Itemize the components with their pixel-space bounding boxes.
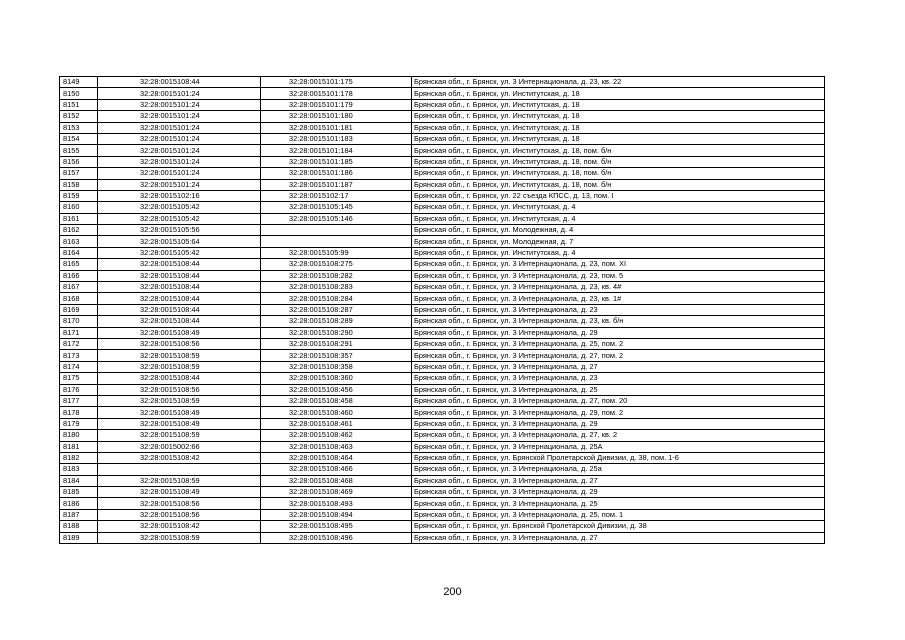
- table-row: [60, 190, 825, 201]
- address-cell: Брянская обл., г. Брянск, ул. Институтская, д. 18: [412, 133, 825, 144]
- object-number-cell: 32:28:0015101:184: [261, 145, 412, 156]
- table-row: [60, 145, 825, 156]
- address-cell: Брянская обл., г. Брянск, ул. Институтская, д. 18: [412, 111, 825, 122]
- row-number-cell: 8158: [60, 179, 98, 190]
- object-number-cell: 32:28:0015108:462: [261, 430, 412, 441]
- table-row: [60, 133, 825, 144]
- table-row: [60, 498, 825, 509]
- object-number-cell: 32:28:0015101:185: [261, 156, 412, 167]
- address-cell: Брянская обл., г. Брянск, ул. 3 Интернационала, д. 25, пом. 1: [412, 509, 825, 520]
- table-row: [60, 373, 825, 384]
- address-cell: Брянская обл., г. Брянск, ул. 3 Интернационала, д. 29, пом. 2: [412, 407, 825, 418]
- address-cell: Брянская обл., г. Брянск, ул. 3 Интернационала, д. 29: [412, 418, 825, 429]
- object-number-cell: 32:28:0015101:180: [261, 111, 412, 122]
- parcel-number-cell: 32:28:0015108:44: [98, 259, 261, 270]
- address-cell: Брянская обл., г. Брянск, ул. 3 Интернационала, д. 25А: [412, 441, 825, 452]
- address-cell: Брянская обл., г. Брянск, ул. 3 Интернационала, д. 27, кв. 2: [412, 430, 825, 441]
- address-cell: Брянская обл., г. Брянск, ул. 3 Интернационала, д. 23: [412, 373, 825, 384]
- table-row: [60, 225, 825, 236]
- parcel-number-cell: [98, 464, 261, 475]
- parcel-number-cell: 32:28:0015108:59: [98, 361, 261, 372]
- parcel-number-cell: 32:28:0015108:56: [98, 338, 261, 349]
- row-number-cell: 8170: [60, 316, 98, 327]
- parcel-number-cell: 32:28:0015108:56: [98, 509, 261, 520]
- table-row: [60, 532, 825, 543]
- address-cell: Брянская обл., г. Брянск, ул. 3 Интернационала, д. 25, пом. 2: [412, 338, 825, 349]
- table-row: [60, 509, 825, 520]
- row-number-cell: 8174: [60, 361, 98, 372]
- row-number-cell: 8167: [60, 282, 98, 293]
- address-cell: Брянская обл., г. Брянск, ул. Молодежная, д. 4: [412, 225, 825, 236]
- object-number-cell: 32:28:0015108:357: [261, 350, 412, 361]
- object-number-cell: 32:28:0015101:181: [261, 122, 412, 133]
- row-number-cell: 8178: [60, 407, 98, 418]
- parcel-number-cell: 32:28:0015108:59: [98, 395, 261, 406]
- row-number-cell: 8166: [60, 270, 98, 281]
- table-row: [60, 487, 825, 498]
- parcel-number-cell: 32:28:0015108:49: [98, 327, 261, 338]
- parcel-number-cell: 32:28:0015108:44: [98, 316, 261, 327]
- parcel-number-cell: 32:28:0015108:44: [98, 293, 261, 304]
- table-row: [60, 430, 825, 441]
- address-cell: Брянская обл., г. Брянск, ул. 3 Интернационала, д. 29: [412, 487, 825, 498]
- table-row: [60, 88, 825, 99]
- row-number-cell: 8186: [60, 498, 98, 509]
- row-number-cell: 8184: [60, 475, 98, 486]
- table-row: [60, 384, 825, 395]
- row-number-cell: 8160: [60, 202, 98, 213]
- table-row: [60, 293, 825, 304]
- table-row: [60, 156, 825, 167]
- object-number-cell: 32:28:0015108:460: [261, 407, 412, 418]
- registry-table: [59, 76, 825, 544]
- table-row: [60, 236, 825, 247]
- parcel-number-cell: 32:28:0015101:24: [98, 88, 261, 99]
- parcel-number-cell: 32:28:0015108:49: [98, 487, 261, 498]
- parcel-number-cell: 32:28:0015108:42: [98, 521, 261, 532]
- address-cell: Брянская обл., г. Брянск, ул. Институтская, д. 18: [412, 88, 825, 99]
- object-number-cell: 32:28:0015108:458: [261, 395, 412, 406]
- address-cell: Брянская обл., г. Брянск, ул. 22 съезда КПСС, д. 13, пом. I: [412, 190, 825, 201]
- address-cell: Брянская обл., г. Брянск, ул. Институтская, д. 18, пом. б/н: [412, 156, 825, 167]
- object-number-cell: 32:28:0015108:287: [261, 304, 412, 315]
- parcel-number-cell: 32:28:0015101:24: [98, 122, 261, 133]
- table-row: [60, 475, 825, 486]
- object-number-cell: 32:28:0015108:290: [261, 327, 412, 338]
- object-number-cell: 32:28:0015108:291: [261, 338, 412, 349]
- parcel-number-cell: 32:28:0015108:44: [98, 77, 261, 88]
- table-row: [60, 122, 825, 133]
- row-number-cell: 8165: [60, 259, 98, 270]
- address-cell: Брянская обл., г. Брянск, ул. 3 Интернационала, д. 23: [412, 304, 825, 315]
- parcel-number-cell: 32:28:0015105:64: [98, 236, 261, 247]
- table-row: [60, 99, 825, 110]
- address-cell: Брянская обл., г. Брянск, ул. 3 Интернационала, д. 23, кв. 22: [412, 77, 825, 88]
- row-number-cell: 8152: [60, 111, 98, 122]
- row-number-cell: 8179: [60, 418, 98, 429]
- object-number-cell: 32:28:0015108:463: [261, 441, 412, 452]
- address-cell: Брянская обл., г. Брянск, ул. 3 Интернационала, д. 25: [412, 498, 825, 509]
- address-cell: Брянская обл., г. Брянск, ул. Институтская, д. 4: [412, 213, 825, 224]
- parcel-number-cell: 32:28:0015108:44: [98, 270, 261, 281]
- row-number-cell: 8153: [60, 122, 98, 133]
- table-row: [60, 259, 825, 270]
- object-number-cell: 32:28:0015108:358: [261, 361, 412, 372]
- row-number-cell: 8189: [60, 532, 98, 543]
- parcel-number-cell: 32:28:0015101:24: [98, 111, 261, 122]
- row-number-cell: 8171: [60, 327, 98, 338]
- table-row: [60, 441, 825, 452]
- row-number-cell: 8173: [60, 350, 98, 361]
- address-cell: Брянская обл., г. Брянск, ул. 3 Интернационала, д. 25: [412, 384, 825, 395]
- parcel-number-cell: 32:28:0015101:24: [98, 133, 261, 144]
- address-cell: Брянская обл., г. Брянск, ул. Институтская, д. 18: [412, 122, 825, 133]
- object-number-cell: 32:28:0015108:496: [261, 532, 412, 543]
- address-cell: Брянская обл., г. Брянск, ул. 3 Интернационала, д. 23, кв. 1#: [412, 293, 825, 304]
- object-number-cell: 32:28:0015105:146: [261, 213, 412, 224]
- object-number-cell: 32:28:0015101:179: [261, 99, 412, 110]
- parcel-number-cell: 32:28:0015105:42: [98, 247, 261, 258]
- object-number-cell: 32:28:0015101:183: [261, 133, 412, 144]
- object-number-cell: 32:28:0015108:289: [261, 316, 412, 327]
- row-number-cell: 8187: [60, 509, 98, 520]
- object-number-cell: [261, 236, 412, 247]
- table-row: [60, 338, 825, 349]
- parcel-number-cell: 32:28:0015108:56: [98, 498, 261, 509]
- table-row: [60, 452, 825, 463]
- object-number-cell: 32:28:0015101:175: [261, 77, 412, 88]
- registry-table-body: [60, 77, 825, 544]
- address-cell: Брянская обл., г. Брянск, ул. 3 Интернационала, д. 27: [412, 475, 825, 486]
- row-number-cell: 8161: [60, 213, 98, 224]
- table-row: [60, 407, 825, 418]
- object-number-cell: 32:28:0015101:187: [261, 179, 412, 190]
- address-cell: Брянская обл., г. Брянск, ул. 3 Интернационала, д. 25а: [412, 464, 825, 475]
- object-number-cell: 32:28:0015105:99: [261, 247, 412, 258]
- row-number-cell: 8163: [60, 236, 98, 247]
- row-number-cell: 8183: [60, 464, 98, 475]
- address-cell: Брянская обл., г. Брянск, ул. 3 Интернационала, д. 23, кв. б/н: [412, 316, 825, 327]
- parcel-number-cell: 32:28:0015108:49: [98, 418, 261, 429]
- parcel-number-cell: 32:28:0015002:66: [98, 441, 261, 452]
- table-row: [60, 521, 825, 532]
- row-number-cell: 8180: [60, 430, 98, 441]
- row-number-cell: 8155: [60, 145, 98, 156]
- parcel-number-cell: 32:28:0015108:42: [98, 452, 261, 463]
- object-number-cell: 32:28:0015108:469: [261, 487, 412, 498]
- row-number-cell: 8169: [60, 304, 98, 315]
- object-number-cell: 32:28:0015108:493: [261, 498, 412, 509]
- row-number-cell: 8168: [60, 293, 98, 304]
- address-cell: Брянская обл., г. Брянск, ул. Брянской Пролетарской Дивизии, д. 38: [412, 521, 825, 532]
- parcel-number-cell: 32:28:0015108:44: [98, 373, 261, 384]
- object-number-cell: 32:28:0015108:464: [261, 452, 412, 463]
- table-row: [60, 395, 825, 406]
- row-number-cell: 8159: [60, 190, 98, 201]
- row-number-cell: 8185: [60, 487, 98, 498]
- object-number-cell: 32:28:0015108:456: [261, 384, 412, 395]
- address-cell: Брянская обл., г. Брянск, ул. Брянской Пролетарской Дивизии, д. 38, пом. 1-6: [412, 452, 825, 463]
- object-number-cell: [261, 225, 412, 236]
- parcel-number-cell: 32:28:0015108:49: [98, 407, 261, 418]
- row-number-cell: 8164: [60, 247, 98, 258]
- row-number-cell: 8150: [60, 88, 98, 99]
- parcel-number-cell: 32:28:0015108:59: [98, 430, 261, 441]
- address-cell: Брянская обл., г. Брянск, ул. Институтская, д. 18, пом. б/н: [412, 179, 825, 190]
- table-row: [60, 316, 825, 327]
- table-row: [60, 350, 825, 361]
- parcel-number-cell: 32:28:0015108:44: [98, 304, 261, 315]
- parcel-number-cell: 32:28:0015105:42: [98, 213, 261, 224]
- row-number-cell: 8182: [60, 452, 98, 463]
- table-row: [60, 111, 825, 122]
- row-number-cell: 8149: [60, 77, 98, 88]
- object-number-cell: 32:28:0015108:282: [261, 270, 412, 281]
- row-number-cell: 8162: [60, 225, 98, 236]
- parcel-number-cell: 32:28:0015101:24: [98, 99, 261, 110]
- object-number-cell: 32:28:0015102:17: [261, 190, 412, 201]
- address-cell: Брянская обл., г. Брянск, ул. 3 Интернационала, д. 27: [412, 532, 825, 543]
- page-number: 200: [443, 586, 462, 598]
- address-cell: Брянская обл., г. Брянск, ул. Институтская, д. 18: [412, 99, 825, 110]
- parcel-number-cell: 32:28:0015108:44: [98, 282, 261, 293]
- address-cell: Брянская обл., г. Брянск, ул. 3 Интернационала, д. 27: [412, 361, 825, 372]
- object-number-cell: 32:28:0015101:178: [261, 88, 412, 99]
- address-cell: Брянская обл., г. Брянск, ул. 3 Интернационала, д. 27, пом. 2: [412, 350, 825, 361]
- row-number-cell: 8188: [60, 521, 98, 532]
- parcel-number-cell: 32:28:0015101:24: [98, 156, 261, 167]
- object-number-cell: 32:28:0015108:275: [261, 259, 412, 270]
- row-number-cell: 8175: [60, 373, 98, 384]
- address-cell: Брянская обл., г. Брянск, ул. Институтская, д. 4: [412, 202, 825, 213]
- table-row: [60, 179, 825, 190]
- address-cell: Брянская обл., г. Брянск, ул. Институтская, д. 4: [412, 247, 825, 258]
- table-row: [60, 304, 825, 315]
- address-cell: Брянская обл., г. Брянск, ул. Институтская, д. 18, пом. б/н: [412, 168, 825, 179]
- table-row: [60, 270, 825, 281]
- row-number-cell: 8157: [60, 168, 98, 179]
- address-cell: Брянская обл., г. Брянск, ул. Молодежная, д. 7: [412, 236, 825, 247]
- address-cell: Брянская обл., г. Брянск, ул. Институтская, д. 18, пом. б/н: [412, 145, 825, 156]
- table-row: [60, 213, 825, 224]
- parcel-number-cell: 32:28:0015102:16: [98, 190, 261, 201]
- parcel-number-cell: 32:28:0015108:59: [98, 475, 261, 486]
- parcel-number-cell: 32:28:0015101:24: [98, 168, 261, 179]
- address-cell: Брянская обл., г. Брянск, ул. 3 Интернационала, д. 23, пом. XI: [412, 259, 825, 270]
- object-number-cell: 32:28:0015108:284: [261, 293, 412, 304]
- address-cell: Брянская обл., г. Брянск, ул. 3 Интернационала, д. 27, пом. 20: [412, 395, 825, 406]
- object-number-cell: 32:28:0015108:466: [261, 464, 412, 475]
- parcel-number-cell: 32:28:0015101:24: [98, 145, 261, 156]
- object-number-cell: 32:28:0015108:283: [261, 282, 412, 293]
- parcel-number-cell: 32:28:0015105:42: [98, 202, 261, 213]
- parcel-number-cell: 32:28:0015108:56: [98, 384, 261, 395]
- table-row: [60, 327, 825, 338]
- parcel-number-cell: 32:28:0015108:59: [98, 532, 261, 543]
- object-number-cell: 32:28:0015101:186: [261, 168, 412, 179]
- parcel-number-cell: 32:28:0015108:59: [98, 350, 261, 361]
- parcel-number-cell: 32:28:0015101:24: [98, 179, 261, 190]
- row-number-cell: 8181: [60, 441, 98, 452]
- object-number-cell: 32:28:0015108:360: [261, 373, 412, 384]
- table-row: [60, 168, 825, 179]
- object-number-cell: 32:28:0015108:468: [261, 475, 412, 486]
- object-number-cell: 32:28:0015108:461: [261, 418, 412, 429]
- object-number-cell: 32:28:0015108:495: [261, 521, 412, 532]
- row-number-cell: 8156: [60, 156, 98, 167]
- table-row: [60, 361, 825, 372]
- table-row: [60, 418, 825, 429]
- address-cell: Брянская обл., г. Брянск, ул. 3 Интернационала, д. 23, кв. 4#: [412, 282, 825, 293]
- row-number-cell: 8151: [60, 99, 98, 110]
- address-cell: Брянская обл., г. Брянск, ул. 3 Интернационала, д. 23, пом. 5: [412, 270, 825, 281]
- row-number-cell: 8177: [60, 395, 98, 406]
- address-cell: Брянская обл., г. Брянск, ул. 3 Интернационала, д. 29: [412, 327, 825, 338]
- table-row: [60, 202, 825, 213]
- object-number-cell: 32:28:0015108:494: [261, 509, 412, 520]
- table-row: [60, 247, 825, 258]
- object-number-cell: 32:28:0015105:145: [261, 202, 412, 213]
- row-number-cell: 8172: [60, 338, 98, 349]
- parcel-number-cell: 32:28:0015105:56: [98, 225, 261, 236]
- table-row: [60, 464, 825, 475]
- row-number-cell: 8154: [60, 133, 98, 144]
- row-number-cell: 8176: [60, 384, 98, 395]
- table-row: [60, 282, 825, 293]
- table-row: [60, 77, 825, 88]
